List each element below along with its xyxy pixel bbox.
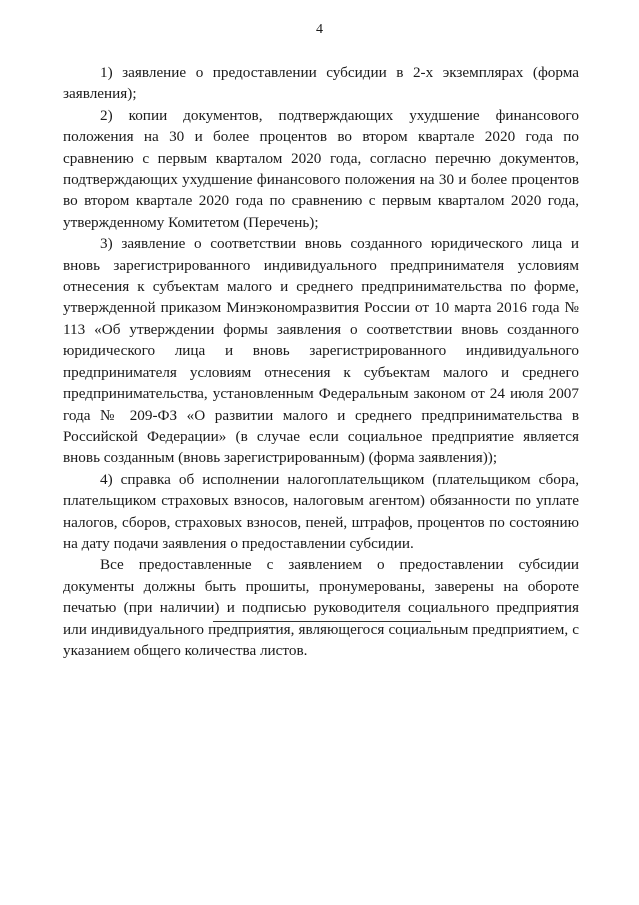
end-divider — [213, 621, 431, 622]
closing-paragraph: Все предоставленные с заявлением о предоставлении субсидии документы должны быть прошиты, пронумерованы, заверены на обороте печатью (при наличии) и подписью руководителя социального предприятия или индивидуального предприятия, являющегося социальным предприятием, с указанием общего количества листов. — [63, 556, 579, 659]
list-item-tax-certificate: 4) справка об исполнении налогоплательщиком (плательщиком сбора, плательщиком страховых взносов, налоговым агентом) обязанности по уплате налогов, сборов, страховых взносов, пеней, штрафов, процентов по состоянию на дату подачи заявления о предоставлении субсидии. — [63, 470, 579, 552]
list-item-document-copies: 2) копии документов, подтверждающих ухудшение финансового положения на 30 и более процентов во втором квартале 2020 года по сравнению с первым кварталом 2020 года, согласно перечню документов, подтверждающих ухудшение финансового положения на 30 и более процентов во втором квартале 2020 года по сравнению с первым кварталом 2020 года, утвержденному Комитетом (Перечень); — [63, 106, 579, 231]
document-body — [63, 62, 579, 661]
page-number: 4 — [316, 22, 323, 37]
list-item-application: 1) заявление о предоставлении субсидии в 2-х экземплярах (форма заявления); — [63, 64, 579, 103]
list-item-compliance-statement: 3) заявление о соответствии вновь созданного юридического лица и вновь зарегистрированного индивидуального предпринимателя условиям отнесения к субъектам малого и среднего предпринимательства по форме, утвержденной приказом Минэкономразвития России от 10 марта 2016 года № 113 «Об утверждении формы заявления о соответствии вновь созданного юридического лица и вновь зарегистрированного индивидуального предпринимателя условиям отнесения к субъектам малого и среднего предпринимательства, установленным Федеральным законом от 24 июля 2007 года № 209-ФЗ «О развитии малого и среднего предпринимательства в Российской Федерации» (в случае если социальное предприятие является вновь созданным (вновь зарегистрированным) (форма заявления)); — [63, 235, 579, 467]
